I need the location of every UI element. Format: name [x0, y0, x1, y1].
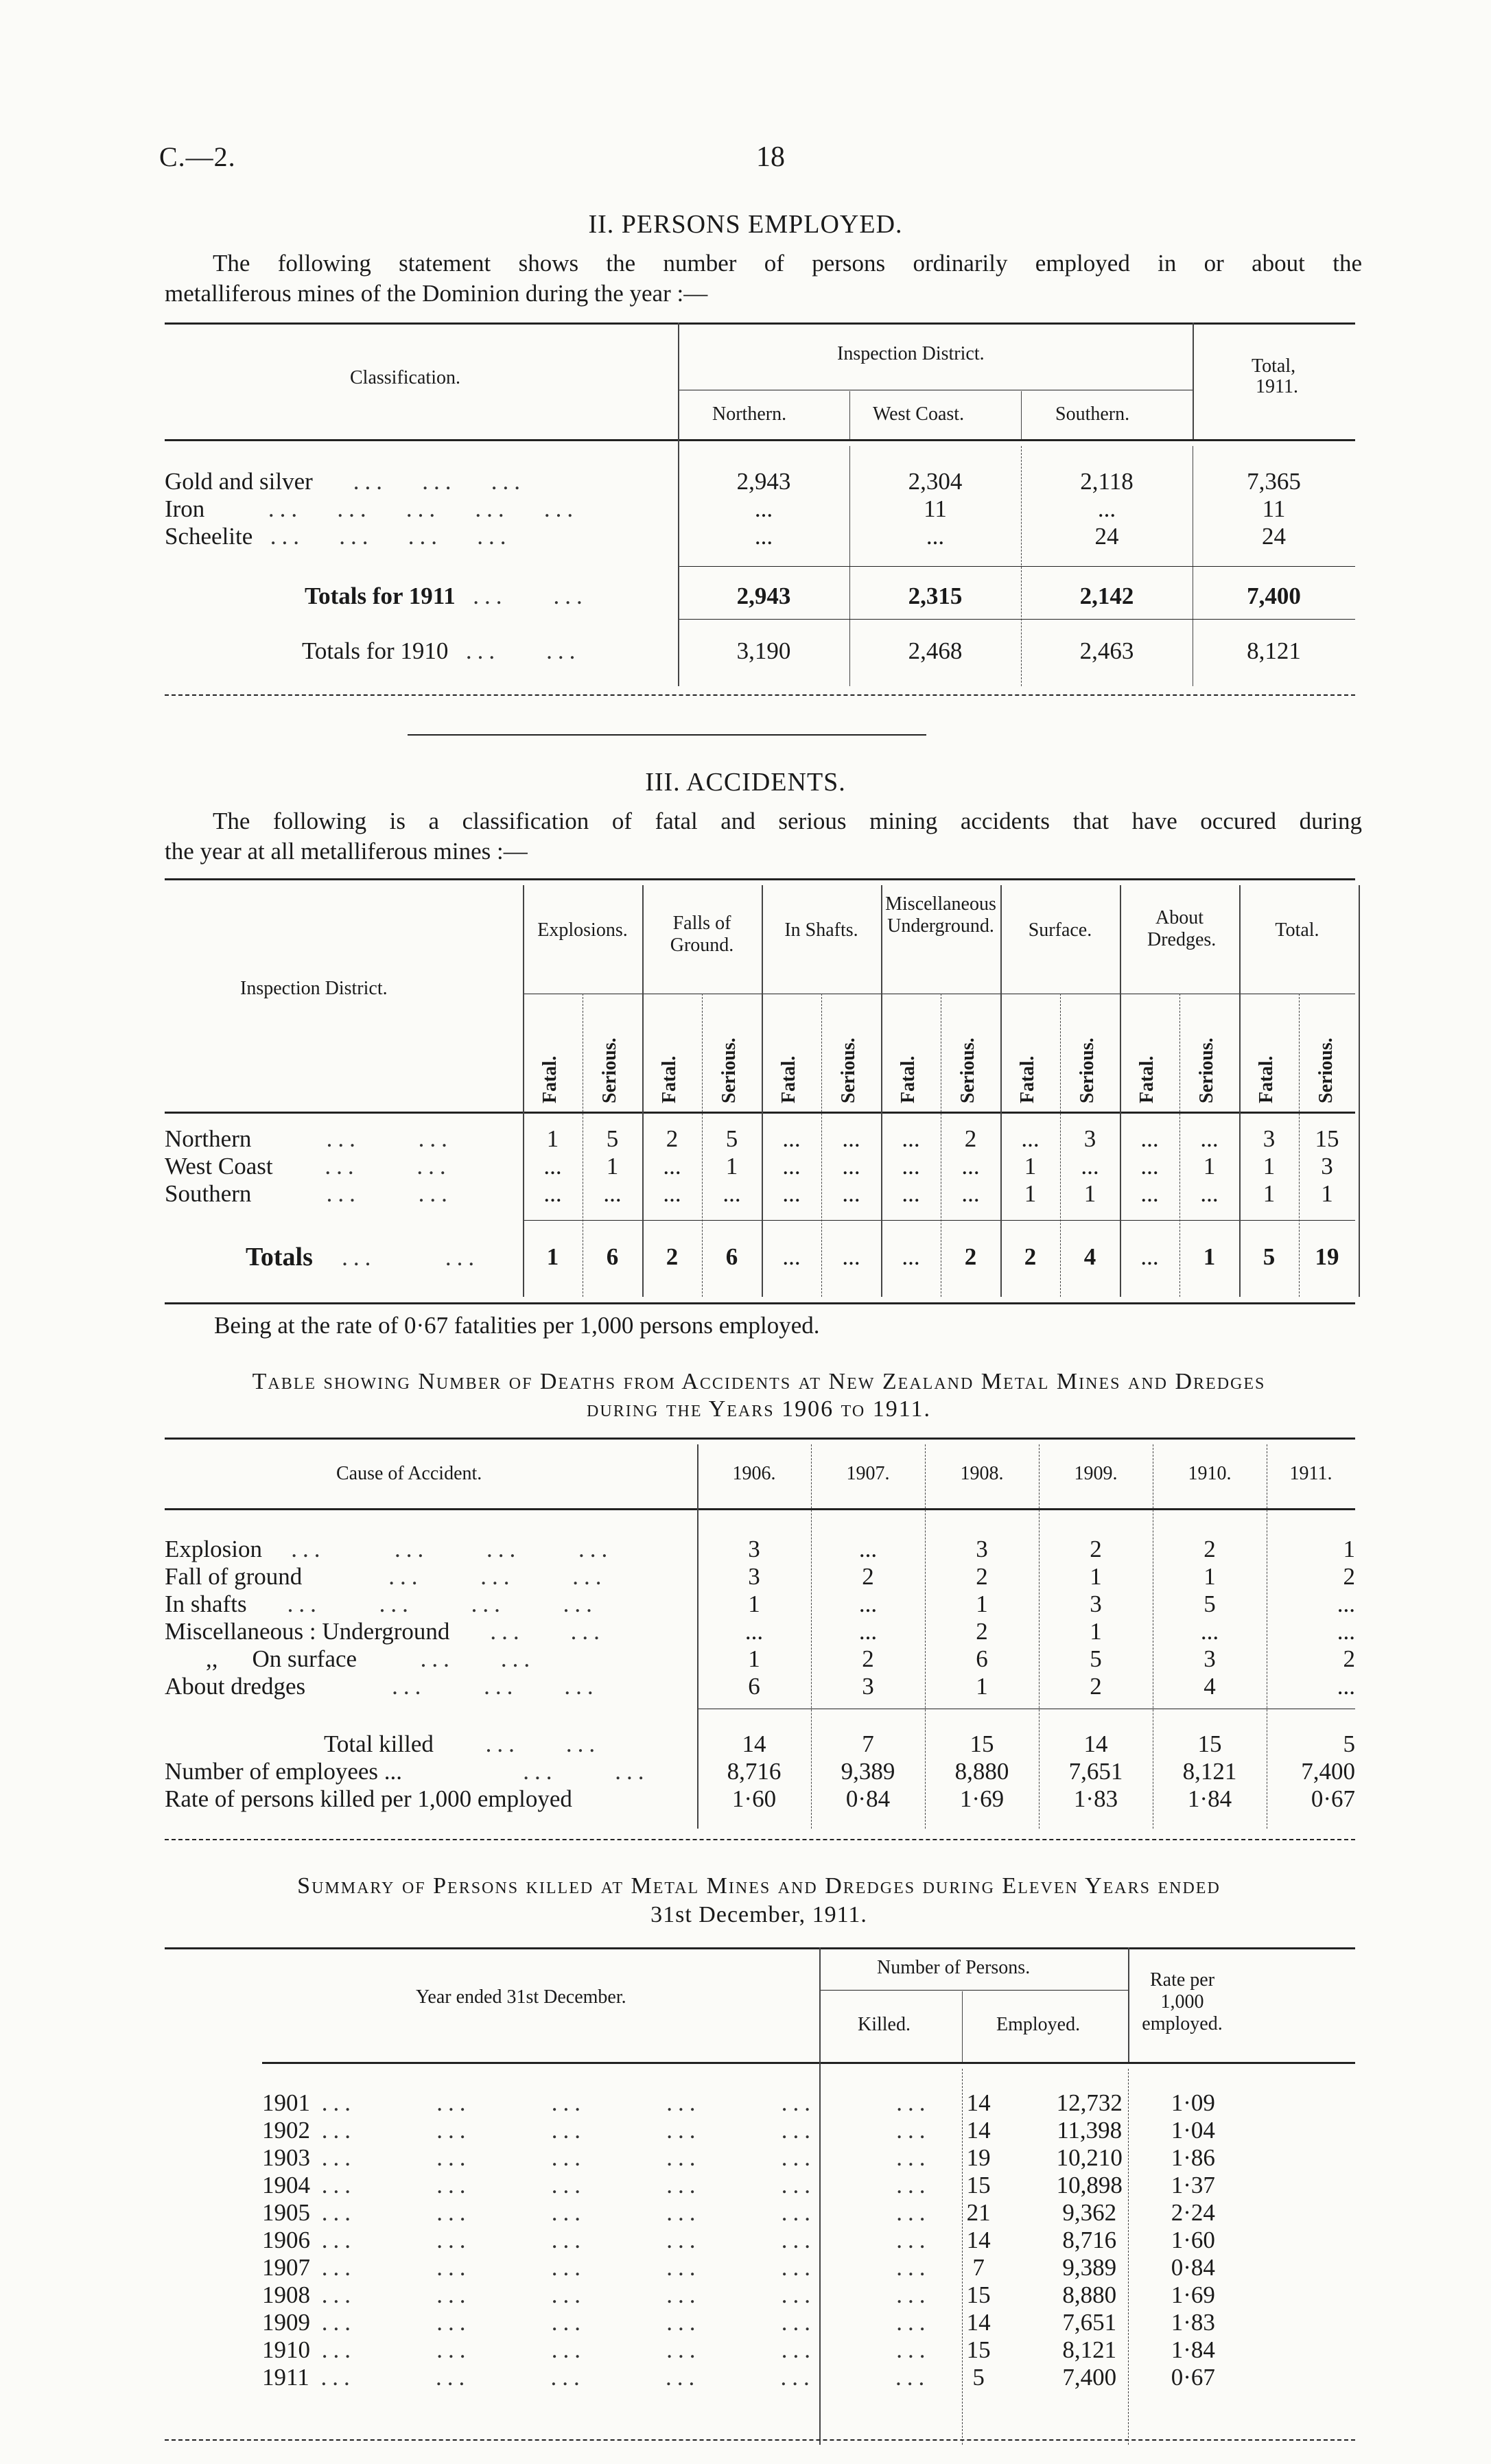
cell: ... — [961, 1153, 980, 1180]
cell: 2 — [964, 1243, 977, 1270]
sub-head-serious: Serious. — [1077, 1037, 1098, 1103]
cell-employed: 12,732 — [1056, 2089, 1123, 2116]
intro-line: metalliferous mines of the Dominion during the year :— — [165, 280, 708, 307]
cell: ... — [543, 1180, 562, 1207]
sub-head-fatal: Fatal. — [1136, 1055, 1158, 1103]
cell: ... — [1081, 1153, 1099, 1180]
group-head-surface: Surface. — [1028, 919, 1092, 941]
cell: 4 — [1204, 1673, 1216, 1700]
cell: 1 — [1090, 1618, 1102, 1645]
table-row — [165, 468, 1355, 495]
cell-killed: 21 — [966, 2199, 991, 2226]
cell-killed: 14 — [966, 2227, 991, 2253]
row-label: In shafts ... ... ... ... — [165, 1591, 598, 1617]
cell: 2 — [976, 1563, 988, 1590]
cell: 1 — [1024, 1180, 1037, 1207]
grid-rule — [1359, 885, 1360, 1297]
cell: 2,468 — [908, 637, 963, 664]
intro-line: The following statement shows the number of persons ordinarily employed in or about the — [213, 250, 1362, 277]
col-head-northern: Northern. — [712, 403, 787, 425]
cell: 5 — [606, 1125, 619, 1152]
cell: 14 — [1083, 1730, 1108, 1757]
col-head-total: Total, — [1252, 355, 1296, 377]
table-row — [165, 1673, 1355, 1700]
row-label: Northern ... ... — [165, 1125, 453, 1152]
row-label: Gold and silver ... ... ... — [165, 468, 526, 495]
cell: 6 — [976, 1645, 988, 1672]
cell: 2,463 — [1079, 637, 1134, 664]
cell: 6 — [725, 1243, 738, 1270]
cell-rate: 0·84 — [1171, 2254, 1215, 2281]
row-label: Totals for 1910 ... ... — [302, 637, 581, 664]
table-row — [165, 1153, 1355, 1180]
cell: 3 — [1321, 1153, 1333, 1180]
cell: ... — [663, 1180, 681, 1207]
cell: 24 — [1094, 523, 1119, 550]
deaths-table-title: Table showing Number of Deaths from Accidents at New Zealand Metal Mines and Dredges — [252, 1369, 1266, 1394]
accidents-body — [165, 1125, 1355, 1208]
cell: 5 — [725, 1125, 738, 1152]
cell: 15 — [970, 1730, 994, 1757]
row-label: Total killed ... ... — [324, 1730, 601, 1757]
cell: 19 — [1315, 1243, 1339, 1270]
cell-employed: 10,898 — [1056, 2172, 1123, 2198]
cell: 7,400 — [1301, 1758, 1355, 1785]
cell: 3 — [1204, 1645, 1216, 1672]
cell: ... — [1021, 1125, 1040, 1152]
cell: ... — [1140, 1180, 1159, 1207]
sub-head-fatal: Fatal. — [1256, 1055, 1277, 1103]
col-head-year: 1909. — [1074, 1463, 1118, 1484]
cell: 1 — [1203, 1153, 1216, 1180]
cell-killed: 14 — [966, 2089, 991, 2116]
cell: ... — [902, 1180, 920, 1207]
cell: 5 — [1090, 1645, 1102, 1672]
cell: 1·83 — [1073, 1785, 1118, 1812]
cell: 1 — [1204, 1563, 1216, 1590]
cell: 1 — [976, 1591, 988, 1617]
cell: 8,121 — [1182, 1758, 1237, 1785]
row-label: Explosion ... ... ... ... — [165, 1536, 613, 1562]
cell: 2 — [1343, 1645, 1355, 1672]
col-head-classification: Classification. — [350, 367, 460, 388]
cell: 3 — [862, 1673, 874, 1700]
table-row — [165, 1536, 1355, 1563]
cell: 3 — [748, 1536, 760, 1562]
col-head-southern: Southern. — [1055, 403, 1130, 425]
col-head-number: Number of Persons. — [877, 1957, 1031, 1978]
row-label: 1902 ... ... ... ... ... ... — [262, 2117, 931, 2144]
table-row — [262, 2089, 1234, 2117]
cell: 2,142 — [1079, 583, 1134, 609]
table-row — [165, 1180, 1355, 1208]
cell: 1 — [1203, 1243, 1216, 1270]
group-head-misc-underground: Miscellaneous Underground. — [885, 893, 996, 937]
table-row — [262, 2117, 1234, 2144]
cell: 14 — [742, 1730, 766, 1757]
row-label: 1905 ... ... ... ... ... ... — [262, 2199, 931, 2226]
cell: ... — [663, 1153, 681, 1180]
cell: 2,118 — [1080, 468, 1134, 495]
cell: 15 — [1197, 1730, 1222, 1757]
intro-line: the year at all metalliferous mines :— — [165, 838, 528, 865]
cell: 3 — [1263, 1125, 1276, 1152]
summary-table-title-line2: 31st December, 1911. — [650, 1902, 867, 1927]
cell: 6 — [606, 1243, 619, 1270]
page-number: 18 — [756, 141, 785, 173]
row-label: Scheelite ... ... ... ... — [165, 523, 512, 550]
cell: 1 — [1083, 1180, 1096, 1207]
cell: 1·69 — [959, 1785, 1005, 1812]
section-intro-persons-employed — [165, 248, 1362, 309]
sub-head-fatal: Fatal. — [1017, 1055, 1038, 1103]
col-head-total-year: 1911. — [1256, 376, 1298, 397]
row-label: Number of employees ... ... ... — [165, 1758, 650, 1785]
row-label: 1907 ... ... ... ... ... ... — [262, 2254, 931, 2281]
cell-employed: 9,362 — [1062, 2199, 1117, 2226]
cell: ... — [1200, 1125, 1219, 1152]
cell: ... — [902, 1153, 920, 1180]
cell-employed: 11,398 — [1057, 2117, 1123, 2144]
row-label: Totals for 1911 ... ... — [305, 583, 588, 609]
cell-killed: 14 — [966, 2309, 991, 2336]
cell: 2 — [1090, 1673, 1102, 1700]
cell: 2 — [964, 1125, 977, 1152]
cell-employed: 8,880 — [1062, 2281, 1117, 2308]
table-row — [165, 523, 1355, 550]
doc-reference: C.—2. — [159, 141, 236, 172]
cell: 1 — [1024, 1153, 1037, 1180]
rate-row — [165, 1785, 1355, 1813]
row-label: 1904 ... ... ... ... ... ... — [262, 2172, 931, 2198]
divider — [408, 734, 926, 736]
cell: 1 — [546, 1125, 559, 1152]
cell-employed: 8,716 — [1062, 2227, 1117, 2253]
cell: 24 — [1262, 523, 1286, 550]
group-head-explosions: Explosions. — [537, 919, 628, 941]
sub-head-serious: Serious. — [599, 1037, 620, 1103]
cell: ... — [1140, 1153, 1159, 1180]
cell: 1 — [725, 1153, 738, 1180]
group-head-falls: Falls of Ground. — [670, 913, 734, 956]
col-head-inspection-district: Inspection District. — [240, 978, 388, 999]
table-row — [262, 2336, 1234, 2364]
table-row — [262, 2254, 1234, 2281]
cell: 7,400 — [1247, 583, 1301, 609]
cell: 2,315 — [908, 583, 963, 609]
cell: 8,880 — [954, 1758, 1009, 1785]
table-row — [262, 2281, 1234, 2309]
cell: 1·84 — [1187, 1785, 1232, 1812]
row-label: Southern ... ... — [165, 1180, 453, 1207]
cell: 2,304 — [908, 468, 963, 495]
cell-rate: 0·67 — [1171, 2364, 1215, 2391]
intro-line: The following is a classification of fatal and serious mining accidents that have occured during — [213, 808, 1362, 834]
cell: ... — [1097, 495, 1116, 522]
sub-head-serious: Serious. — [957, 1037, 978, 1103]
table-row — [165, 1645, 1355, 1673]
cell: ... — [754, 495, 773, 522]
cell-rate: 1·60 — [1171, 2227, 1215, 2253]
sub-head-fatal: Fatal. — [659, 1055, 680, 1103]
sub-head-serious: Serious. — [838, 1037, 859, 1103]
row-label: Totals ... ... — [246, 1243, 480, 1271]
cell-rate: 1·83 — [1171, 2309, 1215, 2336]
cell: 1 — [1321, 1180, 1333, 1207]
totals-row-1911 — [165, 575, 1355, 618]
table-row — [262, 2199, 1234, 2227]
fatality-rate-note: Being at the rate of 0·67 fatalities per 1,000 persons employed. — [214, 1312, 820, 1339]
cell-employed: 7,400 — [1062, 2364, 1117, 2391]
row-label: 1901 ... ... ... ... ... ... — [262, 2089, 931, 2116]
col-head-cause: Cause of Accident. — [336, 1463, 482, 1484]
col-head-year: 1910. — [1188, 1463, 1232, 1484]
table-row — [262, 2144, 1234, 2172]
table-row — [262, 2227, 1234, 2254]
cell: 0·84 — [845, 1785, 891, 1812]
cell-rate: 1·86 — [1171, 2144, 1215, 2171]
cell: 11 — [924, 495, 947, 522]
section-title-accidents: III. ACCIDENTS. — [645, 768, 846, 797]
cell: ... — [858, 1618, 878, 1645]
cell: 1 — [606, 1153, 619, 1180]
cell: 9,389 — [841, 1758, 895, 1785]
employees-row — [165, 1758, 1355, 1785]
cell: 1 — [1090, 1563, 1102, 1590]
col-head-rate: Rate per 1,000 employed. — [1142, 1969, 1223, 2034]
col-head-west-coast: West Coast. — [873, 403, 965, 425]
sub-head-fatal: Fatal. — [539, 1055, 561, 1103]
cell: ... — [1337, 1591, 1355, 1617]
cell: 15 — [1315, 1125, 1339, 1152]
cell: 5 — [1204, 1591, 1216, 1617]
cell: ... — [782, 1153, 801, 1180]
cell-rate: 2·24 — [1171, 2199, 1215, 2226]
cell: ... — [858, 1591, 878, 1617]
cell: ... — [782, 1125, 801, 1152]
deaths-table-title-line2: during the Years 1906 to 1911. — [587, 1396, 931, 1422]
cell-employed: 7,651 — [1062, 2309, 1117, 2336]
col-head-year: 1907. — [846, 1463, 890, 1484]
row-label: Miscellaneous : Underground ... ... — [165, 1618, 605, 1645]
col-head-employed: Employed. — [996, 2014, 1081, 2035]
table-row — [165, 495, 1355, 523]
cell: 3 — [976, 1536, 988, 1562]
cell-killed: 15 — [966, 2336, 991, 2363]
cell: ... — [902, 1125, 920, 1152]
cell: 2 — [862, 1563, 874, 1590]
deaths-summary-rows — [165, 1730, 1355, 1813]
cell: ... — [842, 1153, 860, 1180]
cell: ... — [858, 1536, 878, 1562]
cell: 1 — [748, 1591, 760, 1617]
cell: 2 — [1343, 1563, 1355, 1590]
row-label: West Coast ... ... — [165, 1153, 451, 1180]
cell-rate: 1·69 — [1171, 2281, 1215, 2308]
cell: 1 — [1263, 1180, 1276, 1207]
cell: 8,716 — [727, 1758, 782, 1785]
cell: 3,190 — [736, 637, 791, 664]
row-label: About dredges ... ... ... — [165, 1673, 599, 1700]
row-label: 1911 ... ... ... ... ... ... — [262, 2364, 930, 2391]
cell: ... — [926, 523, 945, 550]
cell: 6 — [748, 1673, 760, 1700]
cell: 1 — [748, 1645, 760, 1672]
cell: 3 — [1090, 1591, 1102, 1617]
cell: 2,943 — [736, 583, 791, 609]
group-head-total: Total. — [1275, 919, 1319, 941]
cell: ... — [902, 1243, 920, 1270]
cell: 5 — [1263, 1243, 1276, 1270]
sub-head-serious: Serious. — [1315, 1037, 1337, 1103]
totals-row-1910 — [165, 630, 1355, 672]
cell-rate: 1·84 — [1171, 2336, 1215, 2363]
cell: 5 — [1343, 1730, 1355, 1757]
cell: 0·67 — [1311, 1785, 1355, 1812]
cell: ... — [782, 1243, 801, 1270]
cell: 1 — [546, 1243, 559, 1270]
cell-killed: 15 — [966, 2172, 991, 2198]
group-head-dredges: About Dredges. — [1147, 907, 1217, 950]
row-label: Rate of persons killed per 1,000 employed — [165, 1785, 572, 1812]
summary-table-title: Summary of Persons killed at Metal Mines and Dredges during Eleven Years ended — [297, 1873, 1221, 1899]
cell-employed: 9,389 — [1062, 2254, 1117, 2281]
row-label: 1908 ... ... ... ... ... ... — [262, 2281, 931, 2308]
cell: ... — [782, 1180, 801, 1207]
summary-body — [262, 2089, 1234, 2391]
cell-employed: 8,121 — [1062, 2336, 1117, 2363]
sub-head-fatal: Fatal. — [897, 1055, 919, 1103]
cell-employed: 10,210 — [1056, 2144, 1123, 2171]
cell: ... — [744, 1618, 764, 1645]
table-row — [165, 1125, 1355, 1153]
table-row — [262, 2309, 1234, 2336]
persons-employed-totals — [165, 575, 1355, 618]
cell: 2 — [666, 1243, 679, 1270]
cell: 7 — [862, 1730, 874, 1757]
cell: 1 — [1263, 1153, 1276, 1180]
cell: 11 — [1262, 495, 1286, 522]
cell: ... — [1337, 1673, 1355, 1700]
total-killed-row — [165, 1730, 1355, 1758]
cell-rate: 1·09 — [1171, 2089, 1215, 2116]
row-label: 1906 ... ... ... ... ... ... — [262, 2227, 931, 2253]
persons-employed-totals-prev — [165, 630, 1355, 672]
cell: 1 — [976, 1673, 988, 1700]
cell-killed: 5 — [972, 2364, 985, 2391]
deaths-body — [165, 1536, 1355, 1700]
cell: 7,365 — [1247, 468, 1301, 495]
cell: 1·60 — [731, 1785, 777, 1812]
cell-killed: 7 — [972, 2254, 985, 2281]
cell: ... — [754, 523, 773, 550]
cell: ... — [842, 1180, 860, 1207]
cell-killed: 15 — [966, 2281, 991, 2308]
cell: 2 — [1024, 1243, 1037, 1270]
cell: ... — [603, 1180, 622, 1207]
cell: ... — [1337, 1618, 1355, 1645]
col-head-inspection-district: Inspection District. — [837, 343, 985, 364]
table-row — [262, 2172, 1234, 2199]
cell-rate: 1·04 — [1171, 2117, 1215, 2144]
cell: 4 — [1083, 1243, 1096, 1270]
section-intro-accidents — [165, 806, 1362, 867]
cell: 3 — [1083, 1125, 1096, 1152]
cell: ... — [543, 1153, 562, 1180]
table-row — [165, 1618, 1355, 1645]
col-head-year: 1908. — [960, 1463, 1004, 1484]
row-label: Fall of ground ... ... ... — [165, 1563, 607, 1590]
row-label: 1903 ... ... ... ... ... ... — [262, 2144, 931, 2171]
cell: 2 — [1204, 1536, 1216, 1562]
cell: ... — [1200, 1618, 1219, 1645]
cell: ... — [1140, 1243, 1159, 1270]
col-head-year: Year ended 31st December. — [416, 1986, 626, 2008]
cell: 1 — [1343, 1536, 1355, 1562]
row-label: ,, On surface ... ... — [206, 1645, 536, 1672]
col-head-killed: Killed. — [858, 2014, 911, 2035]
cell: 2 — [1090, 1536, 1102, 1562]
group-head-shafts: In Shafts. — [784, 919, 858, 941]
sub-head-fatal: Fatal. — [778, 1055, 799, 1103]
cell: 2 — [976, 1618, 988, 1645]
cell: 8,121 — [1247, 637, 1301, 664]
cell: ... — [961, 1180, 980, 1207]
cell: 2 — [666, 1125, 679, 1152]
col-head-year: 1911. — [1289, 1463, 1332, 1484]
cell-killed: 14 — [966, 2117, 991, 2144]
cell: 3 — [748, 1563, 760, 1590]
cell: ... — [842, 1125, 860, 1152]
cell: 7,651 — [1068, 1758, 1123, 1785]
accidents-totals — [165, 1235, 1355, 1279]
cell-killed: 19 — [966, 2144, 991, 2171]
cell: 2 — [862, 1645, 874, 1672]
sub-head-serious: Serious. — [718, 1037, 740, 1103]
row-label: 1909 ... ... ... ... ... ... — [262, 2309, 931, 2336]
row-label: Iron ... ... ... ... ... — [165, 495, 579, 522]
cell-rate: 1·37 — [1171, 2172, 1215, 2198]
persons-employed-body — [165, 468, 1355, 550]
section-title-persons-employed: II. PERSONS EMPLOYED. — [588, 210, 903, 239]
cell: ... — [1200, 1180, 1219, 1207]
col-head-year: 1906. — [732, 1463, 776, 1484]
table-row — [165, 1563, 1355, 1591]
cell: ... — [1140, 1125, 1159, 1152]
cell: ... — [842, 1243, 860, 1270]
cell: 2,943 — [736, 468, 791, 495]
table-row — [262, 2364, 1234, 2391]
totals-row — [165, 1235, 1355, 1279]
row-label: 1910 ... ... ... ... ... ... — [262, 2336, 931, 2363]
table-row — [165, 1591, 1355, 1618]
cell: ... — [723, 1180, 741, 1207]
sub-head-serious: Serious. — [1196, 1037, 1217, 1103]
